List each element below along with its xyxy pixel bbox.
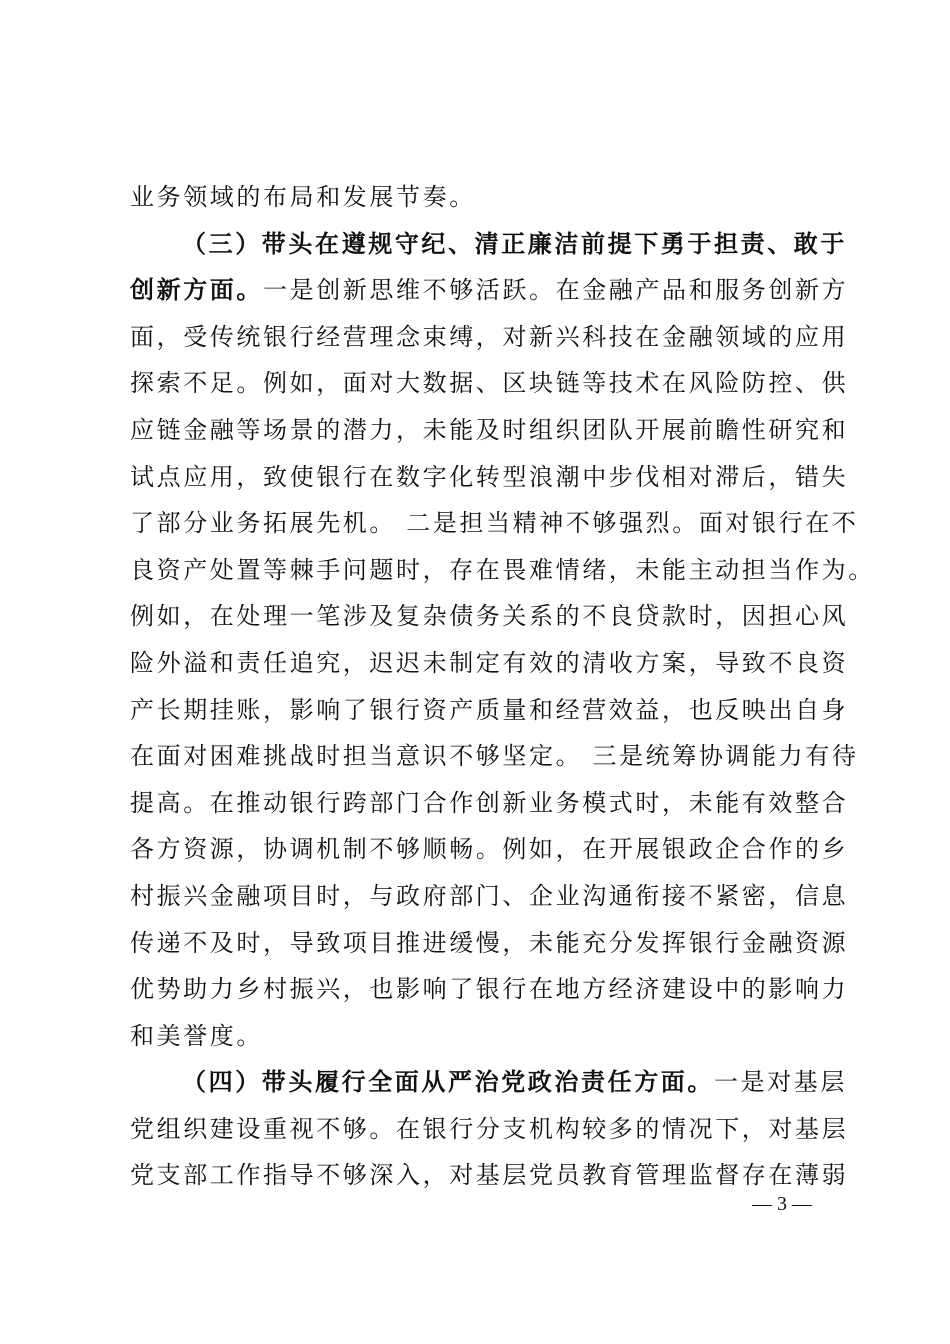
text-line [130,221,847,268]
text-line [130,314,849,361]
body-text-segment: 党组织建设重视不够。在银行分支机构较多的情况下，对基层 [130,1114,849,1143]
body-text-segment: 和美誉度。 [130,1021,263,1050]
text-line [130,966,849,1013]
text-line [130,407,849,454]
body-text-segment: 优势助力乡村振兴，也影响了银行在地方经济建设中的影响力 [130,975,849,1004]
text-line [130,1059,847,1106]
text-line [130,360,849,407]
body-text-segment: 了部分业务拓展先机。 二是担当精神不够强烈。面对银行在不 [130,509,859,538]
text-line [130,174,830,221]
body-text-segment: 在面对困难挑战时担当意识不够坚定。 三是统筹协调能力有待 [130,742,859,771]
body-text-segment: 业务领域的布局和发展节奏。 [130,183,476,211]
text-line [130,873,849,920]
text-line [130,1152,849,1199]
text-line [130,733,859,780]
page-number: — 3 — [752,1193,812,1215]
text-line [130,826,849,873]
text-line [130,267,849,314]
text-line [130,593,849,640]
bold-heading-text: （三）带头在遵规守纪、清正廉洁前提下勇于担责、敢于 [182,228,847,258]
body-text-segment: 应链金融等场景的潜力，未能及时组织团队开展前瞻性研究和 [130,415,849,444]
text-line [130,454,849,501]
text-line [130,640,849,687]
bold-heading-text: （四）带头履行全面从严治党政治责任方面。 [182,1067,714,1097]
body-text-segment: 产长期挂账，影响了银行资产质量和经营效益，也反映出自身 [130,695,849,724]
text-line [130,1106,849,1153]
text-line [130,687,849,734]
body-text-segment: 传递不及时，导致项目推进缓慢，未能充分发挥银行金融资源 [130,928,849,957]
body-text-segment: 良资产处置等棘手问题时，存在畏难情绪，未能主动担当作为。 [130,555,875,584]
body-text-segment: 试点应用，致使银行在数字化转型浪潮中步伐相对滞后，错失 [130,462,849,491]
text-line [130,920,849,967]
text-line [130,780,849,827]
body-text-segment: 一是创新思维不够活跃。在金融产品和服务创新方 [263,276,849,305]
text-line [130,1013,830,1060]
bold-heading-text: 创新方面。 [130,275,263,305]
body-text-segment: 险外溢和责任追究，迟迟未制定有效的清收方案，导致不良资 [130,648,849,677]
body-text-segment: 各方资源，协调机制不够顺畅。例如，在开展银政企合作的乡 [130,835,849,864]
text-line [130,547,875,594]
body-text-segment: 面，受传统银行经营理念束缚，对新兴科技在金融领域的应用 [130,322,849,351]
body-text [130,174,875,1199]
body-text-segment: 一是对基层 [714,1068,847,1097]
body-text-segment: 党支部工作指导不够深入，对基层党员教育管理监督存在薄弱 [130,1161,849,1190]
body-text-segment: 探索不足。例如，面对大数据、区块链等技术在风险防控、供 [130,369,849,398]
body-text-segment: 提高。在推动银行跨部门合作创新业务模式时，未能有效整合 [130,788,849,817]
body-text-segment: 例如，在处理一笔涉及复杂债务关系的不良贷款时，因担心风 [130,602,849,631]
text-line [130,500,859,547]
body-text-segment: 村振兴金融项目时，与政府部门、企业沟通衔接不紧密，信息 [130,881,849,910]
